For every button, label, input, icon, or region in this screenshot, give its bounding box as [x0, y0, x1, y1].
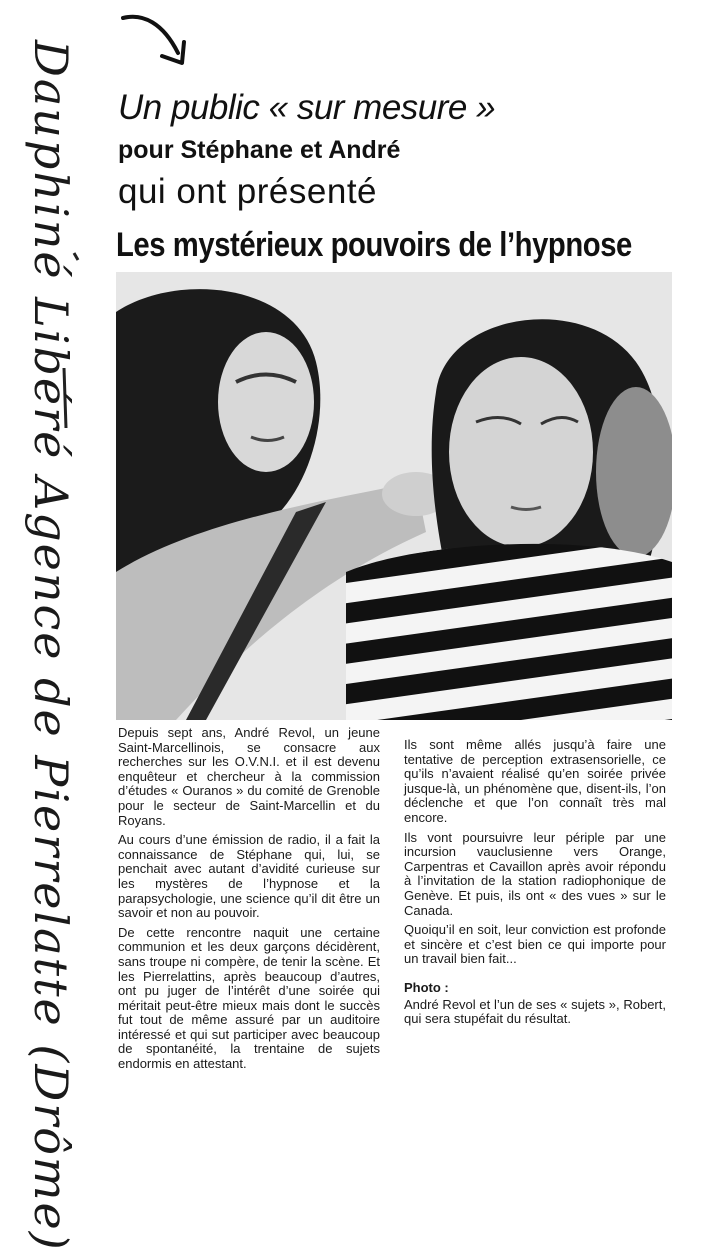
photo-illustration — [116, 272, 672, 720]
article-paragraph: Au cours d’une émission de radio, il a fait la connaissance de Stéphane qui, lui, se penchait avec autant d’avidité curieuse sur les mystères de l’hypnose et la parapsychologie, une science qu’il dit être un savoir et non au pouvoir. — [118, 832, 380, 921]
margin-note-text: Dauphiné Libéré Agence de Pierrelatte (Drôme) — [24, 40, 78, 1252]
article-column-right — [404, 738, 666, 1032]
photo-caption: André Revol et l’un de ses « sujets », Robert, qui sera stupéfait du résultat. — [404, 996, 666, 1027]
headline-line-3: qui ont présenté — [118, 172, 378, 211]
article-paragraph: Ils vont poursuivre leur périple par une incursion vauclusienne vers Orange, Carpentras et Cavaillon après avoir répondu à l’invitation de la station radiophonique de Genève. Et puis, ils ont « des vues » sur le Canada. — [404, 829, 666, 918]
article-paragraph: Quoiqu’il en soit, leur conviction est profonde et sincère et c’est bien ce qui importe pour un travail bien fait... — [404, 922, 666, 967]
headline-line-1: Un public « sur mesure » — [118, 88, 496, 127]
article-paragraph: Depuis sept ans, André Revol, un jeune Saint-Marcellinois, se consacre aux recherches sur les O.V.N.I. et il est devenu enquêteur et chercheur à la commission d’études « Ouranos » du comité de Grenoble pour le secteur de Saint-Marcellin et du Royans. — [118, 725, 380, 828]
arrow-icon — [118, 8, 198, 78]
photo-caption-title: Photo : — [404, 979, 449, 995]
main-headline: Les mystérieux pouvoirs de l’hypnose — [116, 226, 632, 264]
article-column-left — [118, 726, 380, 1077]
headline-line-2: pour Stéphane et André — [118, 136, 401, 164]
article-paragraph: De cette rencontre naquit une certaine communion et les deux garçons décidèrent, sans troupe ni compère, de tenir la scène. Et les Pierrelattins, après beaucoup d’autres, ont pu juger de l’intérêt d’une soirée qui méritait peut-être mieux mais dont le succès fut tout de même assuré par un auditoire intéressé et qui sut participer avec beaucoup de spontanéité, la trentaine de sujets endormis en attestant. — [118, 924, 380, 1072]
article-photo — [116, 272, 672, 720]
article-paragraph: Ils sont même allés jusqu’à faire une tentative de perception extrasensorielle, ce qu’ils n’avaient réalisé qu’en soirée privée jusque-là, un phénomène que, disent-ils, l’on déclenche et que l’on connaît très mal encore. — [404, 737, 666, 825]
